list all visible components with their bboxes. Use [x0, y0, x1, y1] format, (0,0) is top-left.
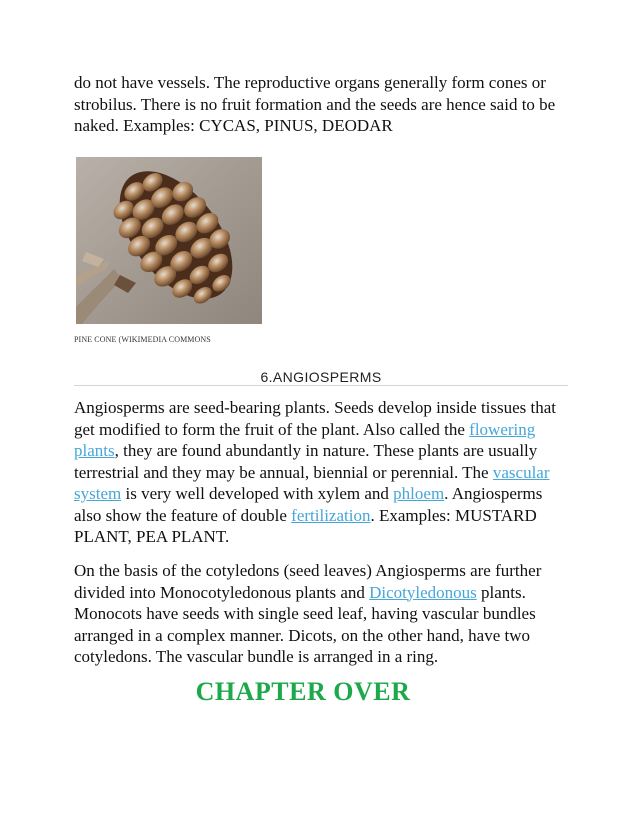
- section-heading: 6.ANGIOSPERMS: [260, 369, 382, 385]
- cotyledons-paragraph: [74, 560, 574, 668]
- paragraph-text: . Examples: MUSTARD PLANT, PEA PLANT.: [74, 505, 537, 546]
- pine-cone-illustration: [76, 157, 262, 324]
- vascular-system-link[interactable]: vascular system: [74, 462, 550, 503]
- paragraph-text: is very well developed with xylem and: [121, 484, 394, 503]
- angiosperms-paragraph: [74, 397, 574, 548]
- chapter-over-title: CHAPTER OVER: [195, 677, 411, 706]
- intro-paragraph: do not have vessels. The reproductive organs generally form cones or strobilus. There is no fruit formation and the seeds are hence said to be naked. Examples: CYCAS, PINUS, DEODAR: [74, 73, 556, 135]
- paragraph-text: plants. Monocots have seeds with single seed leaf, having vascular bundles arranged in a complex manner. Dicots, on the other hand, have two cotyledons. The vascular bundle is arranged in a ring.: [74, 582, 536, 666]
- pine-cone-image: [76, 157, 262, 324]
- paragraph-text: , they are found abundantly in nature. These plants are usually terrestrial and they may be annual, biennial or perennial. The: [74, 441, 538, 482]
- image-caption: PINE CONE (WIKIMEDIA COMMONS: [74, 335, 211, 344]
- phloem-link[interactable]: phloem: [393, 484, 445, 503]
- section-divider: [74, 385, 568, 386]
- paragraph-text: . Angiosperms also show the feature of double: [74, 484, 543, 525]
- fertilization-link[interactable]: fertilization: [291, 505, 371, 525]
- paragraph-text: On the basis of the cotyledons (seed leaves) Angiosperms are further divided into Monocotyledonous plants and: [74, 561, 542, 602]
- dicotyledonous-link[interactable]: Dicotyledonous: [369, 582, 477, 602]
- flowering-plants-link[interactable]: flowering plants: [74, 419, 536, 460]
- paragraph-text: Angiosperms are seed-bearing plants. Seeds develop inside tissues that get modified to form the fruit of the plant. Also called the: [74, 398, 557, 439]
